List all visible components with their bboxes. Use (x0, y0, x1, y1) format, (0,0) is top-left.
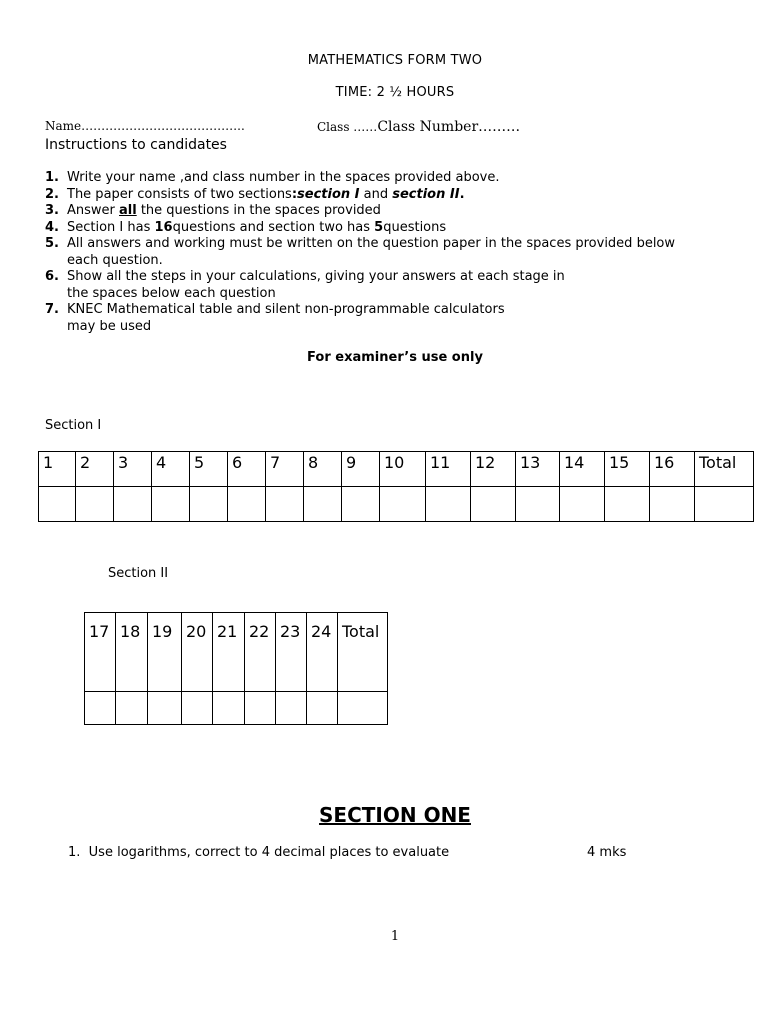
item-colon: : (291, 186, 298, 202)
question-text: Use logarithms, correct to 4 decimal places to evaluate (88, 845, 450, 860)
candidate-info-row (45, 119, 521, 135)
section1-score-row (39, 487, 754, 522)
section-one-heading: SECTION ONE (319, 803, 471, 827)
item-number: 1. (45, 170, 59, 185)
score-cell[interactable] (605, 487, 650, 522)
q-header: 18 (116, 613, 148, 692)
score-cell[interactable] (516, 487, 560, 522)
instruction-item (45, 302, 745, 335)
q-header: 6 (228, 452, 266, 487)
score-cell[interactable] (213, 692, 245, 725)
instruction-item (45, 236, 745, 269)
section2-marks-table (84, 612, 388, 725)
total-cell[interactable] (695, 487, 754, 522)
section2-label: Section II (108, 566, 169, 581)
item-text: Write your name ,and class number in the spaces provided above. (67, 170, 500, 185)
instruction-item (45, 187, 745, 204)
item-text: All answers and working must be written on the question paper in the spaces provided below (67, 236, 676, 251)
q-header: 23 (276, 613, 307, 692)
score-cell[interactable] (471, 487, 516, 522)
score-cell[interactable] (148, 692, 182, 725)
section2-header-row (85, 613, 388, 692)
item-text: the questions in the spaces provided (136, 203, 381, 218)
score-cell[interactable] (152, 487, 190, 522)
q-header: 8 (304, 452, 342, 487)
q-header: 10 (380, 452, 426, 487)
item-emphasis: section II (392, 186, 460, 202)
q-header: 24 (307, 613, 338, 692)
q-header: 22 (245, 613, 276, 692)
score-cell[interactable] (342, 487, 380, 522)
instruction-item (45, 220, 745, 237)
instruction-item (45, 203, 745, 220)
q-header: 3 (114, 452, 152, 487)
item-text: Answer (67, 203, 120, 218)
examiner-label: For examiner’s use only (307, 350, 483, 365)
instructions-heading: Instructions to candidates (45, 137, 227, 153)
q-header: 21 (213, 613, 245, 692)
instruction-item (45, 170, 745, 187)
question-number: 1. (68, 845, 81, 860)
score-cell[interactable] (380, 487, 426, 522)
class-field: Class …… (317, 120, 378, 134)
item-emphasis: section I (297, 186, 360, 202)
item-number: 6. (45, 269, 59, 284)
item-end: . (459, 186, 465, 202)
item-emphasis: 5 (374, 219, 384, 235)
item-text: The paper consists of two sections (67, 186, 292, 202)
score-cell[interactable] (39, 487, 76, 522)
section1-marks-table (38, 451, 754, 522)
item-number: 3. (45, 203, 59, 218)
q-header: 20 (182, 613, 213, 692)
question-marks: 4 mks (587, 845, 627, 860)
q-header: 5 (190, 452, 228, 487)
paper-title: MATHEMATICS FORM TWO (307, 53, 483, 68)
item-number: 5. (45, 236, 59, 251)
section1-label: Section I (45, 418, 102, 433)
item-text: may be used (67, 318, 152, 334)
item-text: and (359, 186, 393, 202)
score-cell[interactable] (266, 487, 304, 522)
q-header: 14 (560, 452, 605, 487)
item-text: Section I has (67, 219, 155, 235)
item-number: 7. (45, 302, 59, 317)
score-cell[interactable] (245, 692, 276, 725)
score-cell[interactable] (426, 487, 471, 522)
q-header: 2 (76, 452, 114, 487)
item-text: questions (383, 219, 447, 235)
q-header: 11 (426, 452, 471, 487)
score-cell[interactable] (228, 487, 266, 522)
q-header: 12 (471, 452, 516, 487)
total-header: Total (338, 613, 388, 692)
paper-time: TIME: 2 ½ HOURS (335, 85, 455, 100)
item-emphasis: 16 (154, 219, 173, 235)
q-header: 1 (39, 452, 76, 487)
item-text: Show all the steps in your calculations, giving your answers at each stage in (67, 269, 565, 284)
class-number-field: Class Number……… (377, 119, 521, 135)
score-cell[interactable] (276, 692, 307, 725)
q-header: 17 (85, 613, 116, 692)
name-field: Name………………………………….. (45, 119, 245, 133)
total-cell[interactable] (338, 692, 388, 725)
score-cell[interactable] (182, 692, 213, 725)
score-cell[interactable] (560, 487, 605, 522)
item-text: questions and section two has (172, 219, 375, 235)
class-field-group (317, 119, 520, 135)
item-emphasis: all (119, 203, 137, 218)
score-cell[interactable] (114, 487, 152, 522)
q-header: 16 (650, 452, 695, 487)
score-cell[interactable] (76, 487, 114, 522)
section2-score-row (85, 692, 388, 725)
q-header: 9 (342, 452, 380, 487)
instructions-list (45, 170, 745, 335)
section1-header-row (39, 452, 754, 487)
q-header: 13 (516, 452, 560, 487)
score-cell[interactable] (307, 692, 338, 725)
score-cell[interactable] (650, 487, 695, 522)
total-header: Total (695, 452, 754, 487)
instruction-item (45, 269, 745, 302)
q-header: 4 (152, 452, 190, 487)
q-header: 19 (148, 613, 182, 692)
item-text: KNEC Mathematical table and silent non-programmable calculators (67, 302, 505, 317)
item-number: 4. (45, 219, 59, 235)
score-cell[interactable] (116, 692, 148, 725)
item-text: the spaces below each question (67, 285, 276, 301)
q-header: 7 (266, 452, 304, 487)
question-1 (68, 845, 627, 860)
page-number: 1 (390, 929, 400, 944)
score-cell[interactable] (304, 487, 342, 522)
q-header: 15 (605, 452, 650, 487)
item-text: each question. (67, 252, 163, 268)
score-cell[interactable] (190, 487, 228, 522)
score-cell[interactable] (85, 692, 116, 725)
item-number: 2. (45, 186, 59, 202)
